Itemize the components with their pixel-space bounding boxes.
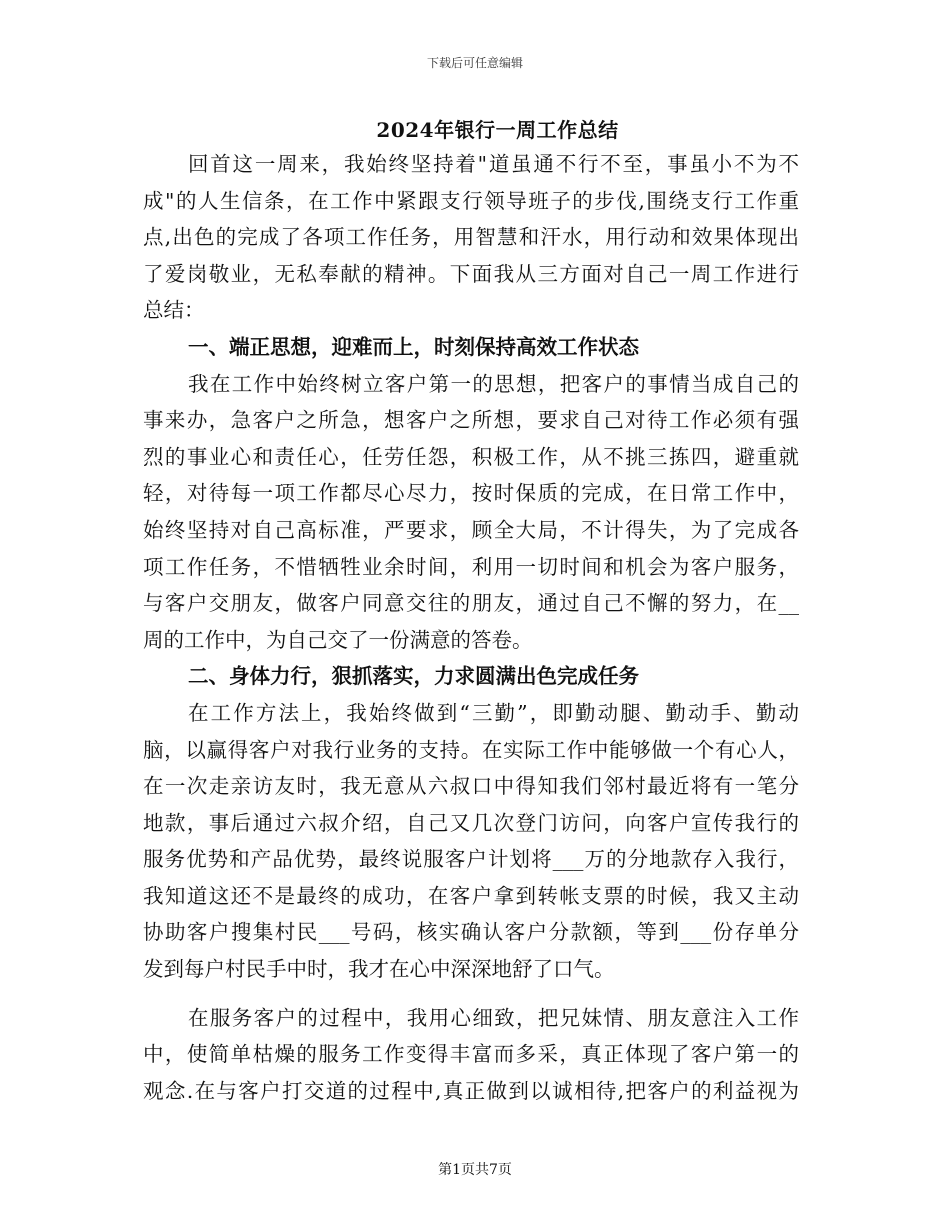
- text-line: 事来办，急客户之所急，想客户之所想，要求自己对待工作必须有强: [143, 408, 799, 433]
- text-line: 观念.在与客户打交道的过程中,真正做到以诚相待,把客户的利益视为: [143, 1078, 799, 1103]
- section-2-paragraph: [143, 695, 799, 988]
- document-title: 2024年银行一周工作总结: [376, 118, 619, 142]
- text-line: 总结：: [143, 298, 205, 323]
- text-line: 点,出色的完成了各项工作任务，用智慧和汗水，用行动和效果体现出: [143, 225, 799, 250]
- text-line: 项工作任务，不惜牺牲业余时间，利用一切时间和机会为客户服务，: [143, 554, 799, 579]
- section-heading-1: 一、端正思想，迎难而上，时刻保持高效工作状态: [188, 334, 639, 359]
- text-line: 在工作方法上，我始终做到“三勤”，即勤动腿、勤动手、勤动: [188, 700, 799, 725]
- text-line: 轻，对待每一项工作都尽心尽力，按时保质的完成，在日常工作中，: [143, 481, 799, 506]
- text-line: 与客户交朋友，做客户同意交往的朋友，通过自己不懈的努力，在__: [143, 591, 799, 616]
- text-line: 周的工作中，为自己交了一份满意的答卷。: [143, 627, 533, 652]
- section-1-paragraph: [143, 366, 799, 659]
- text-line: 烈的事业心和责任心，任劳任怨，积极工作，从不挑三拣四，避重就: [143, 444, 799, 469]
- text-line: 始终坚持对自己高标准，严要求，顾全大局，不计得失，为了完成各: [143, 517, 799, 542]
- text-line: 了爱岗敬业，无私奉献的精神。下面我从三方面对自己一周工作进行: [143, 261, 799, 286]
- text-line: 脑，以赢得客户对我行业务的支持。在实际工作中能够做一个有心人，: [143, 737, 799, 762]
- page-footer: 第1页共7页: [438, 1162, 512, 1178]
- text-line: 发到每户村民手中时，我才在心中深深地舒了口气。: [143, 957, 615, 982]
- text-line: 我在工作中始终树立客户第一的思想，把客户的事情当成自己的: [188, 371, 799, 396]
- text-line: 成"的人生信条，在工作中紧跟支行领导班子的步伐,围绕支行工作重: [143, 188, 799, 213]
- page-header: 下载后可任意编辑: [426, 56, 523, 70]
- text-line: 在服务客户的过程中，我用心细致，把兄妹情、朋友意注入工作: [188, 1005, 799, 1030]
- intro-paragraph: [143, 146, 799, 329]
- text-line: 地款，事后通过六叔介绍，自己又几次登门访问，向客户宣传我行的: [143, 810, 799, 835]
- section-3-paragraph: [143, 1000, 799, 1110]
- text-line: 中，使简单枯燥的服务工作变得丰富而多采，真正体现了客户第一的: [143, 1042, 799, 1067]
- paragraph-gap: [143, 988, 799, 1000]
- section-heading-2: 二、身体力行，狠抓落实，力求圆满出色完成任务: [188, 664, 639, 689]
- text-line: 服务优势和产品优势，最终说服客户计划将___万的分地款存入我行，: [143, 847, 799, 872]
- text-line: 协助客户搜集村民___号码，核实确认客户分款额，等到___份存单分: [143, 920, 799, 945]
- text-line: 回首这一周来，我始终坚持着"道虽通不行不至，事虽小不为不: [188, 152, 799, 176]
- text-line: 在一次走亲访友时，我无意从六叔口中得知我们邻村最近将有一笔分: [143, 774, 799, 799]
- text-line: 我知道这还不是最终的成功，在客户拿到转帐支票的时候，我又主动: [143, 883, 799, 908]
- document-body: [143, 146, 799, 1109]
